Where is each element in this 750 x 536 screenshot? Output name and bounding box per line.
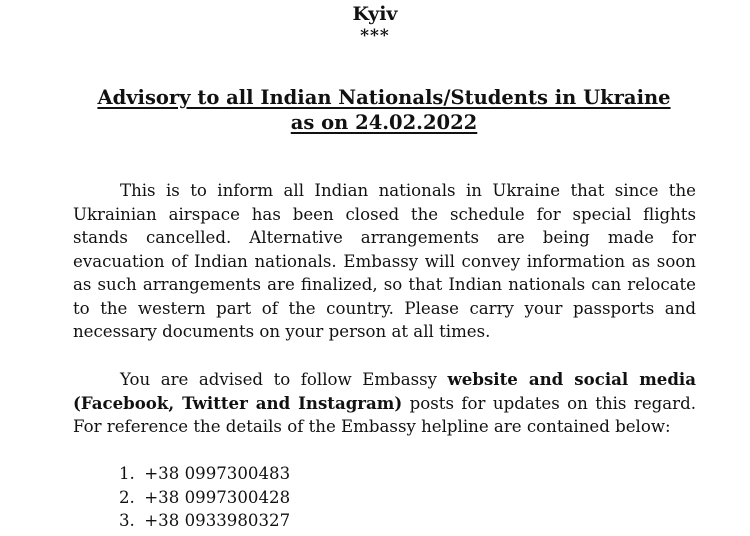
paragraph-line: For reference the details of the Embassy helpline are contained below: [73, 417, 671, 436]
text-segment: You are advised to follow Embassy [120, 370, 448, 389]
paragraph-line: to the western part of the country. Please carry your passports and [73, 298, 696, 318]
phone-number: +38 0997300483 [144, 464, 291, 483]
separator-stars: *** [360, 26, 390, 46]
list-number: 3. [119, 511, 135, 530]
paragraph-line: stands cancelled. Alternative arrangements are being made for [73, 228, 696, 247]
bold-text-segment: website and social media [447, 369, 696, 389]
helpline-item [119, 462, 290, 486]
paragraph-line: This is to inform all Indian nationals in Ukraine that since the [120, 181, 696, 200]
paragraph-line: evacuation of Indian nationals. Embassy will convey information as soon [73, 251, 696, 271]
list-number: 2. [119, 487, 135, 507]
list-number: 1. [119, 464, 135, 483]
bold-text-segment: (Facebook, Twitter and Instagram) [73, 392, 403, 413]
advisory-title: Advisory to all Indian Nationals/Students in Ukraine [97, 86, 671, 109]
paragraph-flights-cancelled [73, 179, 696, 344]
helpline-item [119, 486, 290, 510]
phone-number: +38 0933980327 [144, 511, 291, 530]
helpline-item [119, 509, 290, 533]
paragraph-line: as such arrangements are finalized, so that Indian nationals can relocate [73, 275, 696, 294]
phone-number: +38 0997300428 [144, 487, 291, 507]
helpline-list [119, 462, 290, 533]
text-segment: posts for updates on this regard. [402, 393, 696, 413]
paragraph-follow-embassy [73, 368, 696, 439]
paragraph-line: Ukrainian airspace has been closed the schedule for special flights [73, 204, 696, 224]
paragraph-line: necessary documents on your person at all times. [73, 322, 491, 341]
city-heading: Kyiv [352, 3, 398, 25]
paragraph-line [73, 368, 696, 392]
paragraph-line [73, 392, 696, 416]
advisory-date: as on 24.02.2022 [290, 111, 478, 134]
